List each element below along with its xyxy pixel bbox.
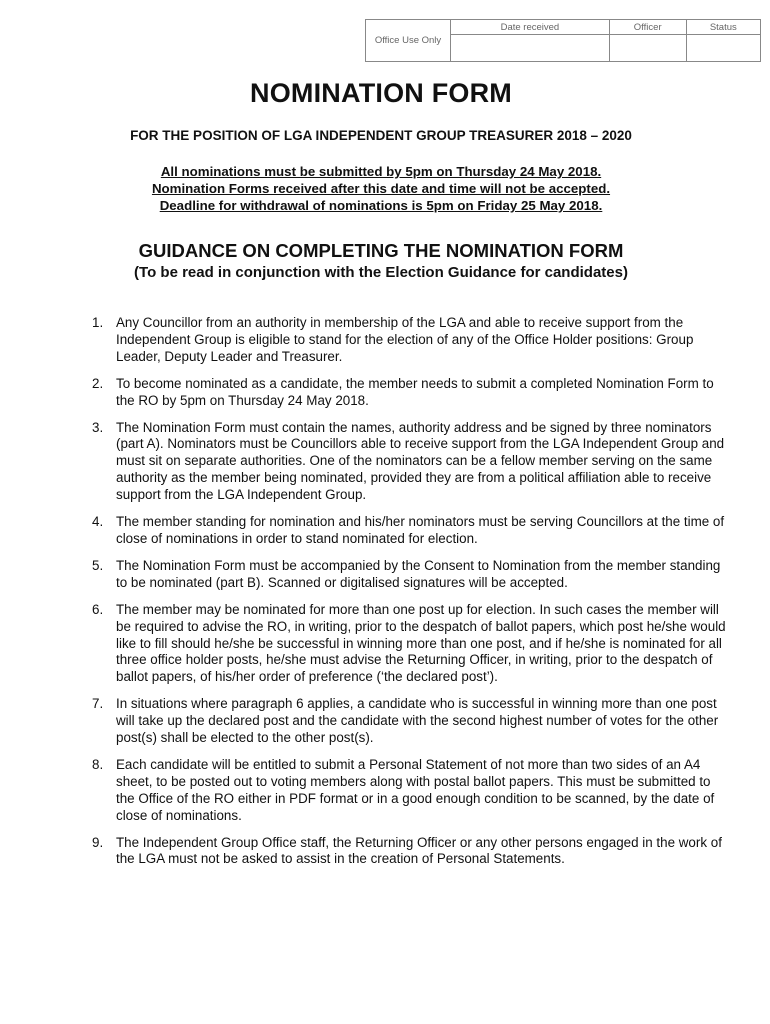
item-text: The Nomination Form must contain the names, authority address and be signed by three nominators (part A). Nominators must be Councillors able to receive support from the LGA Independent Group and must sit on separate authorities. One of the nominators can be a fellow member serving on the same authority as the member being nominated, provided they are from a political affiliation able to receive support from the LGA Independent Group. [116, 419, 725, 503]
deadline-line: Deadline for withdrawal of nominations is 5pm on Friday 25 May 2018. [159, 198, 603, 213]
officer-header: Officer [609, 20, 686, 35]
list-item [80, 835, 732, 869]
list-item [80, 315, 732, 366]
item-number: 8. [92, 756, 104, 772]
guidance-list [80, 315, 732, 878]
item-number: 7. [92, 696, 104, 712]
item-text: In situations where paragraph 6 applies, a candidate who is successful in winning more than one post will take up the declared post and the candidate with the second highest number of votes for the other post(s) shall be elected to the other post(s). [116, 696, 719, 746]
deadline-line: All nominations must be submitted by 5pm on Thursday 24 May 2018. [160, 164, 602, 179]
item-number: 9. [92, 834, 104, 850]
guidance-subheading: (To be read in conjunction with the Election Guidance for candidates) [134, 264, 628, 281]
item-number: 6. [92, 601, 104, 617]
officer-cell [609, 35, 686, 62]
list-item [80, 376, 732, 410]
page-title: NOMINATION FORM [250, 78, 512, 108]
status-header: Status [686, 20, 760, 35]
list-item [80, 514, 732, 548]
item-number: 4. [92, 514, 104, 530]
item-number: 5. [92, 557, 104, 573]
list-item [80, 602, 732, 687]
item-text: Any Councillor from an authority in membership of the LGA and able to receive support from the Independent Group is eligible to stand for the election of any of the Office Holder positions: Group Leader, Deputy Leader and Treasurer. [116, 315, 694, 364]
date-received-header: Date received [451, 20, 610, 35]
item-text: The Nomination Form must be accompanied by the Consent to Nomination from the member standing to be nominated (part B). Scanned or digitalised signatures will be accepted. [116, 557, 721, 590]
office-use-table [365, 19, 761, 62]
position-subtitle: FOR THE POSITION OF LGA INDEPENDENT GROUP TREASURER 2018 – 2020 [130, 128, 632, 143]
list-item [80, 420, 732, 505]
deadline-notice [0, 163, 762, 214]
item-number: 3. [92, 419, 104, 435]
date-received-cell [451, 35, 610, 62]
item-text: Each candidate will be entitled to submit a Personal Statement of not more than two sides of an A4 sheet, to be posted out to voting members along with postal ballot papers. This must be submitted to the Office of the RO either in PDF format or in a good enough condition to be scanned, by the date of close of nominations. [116, 756, 715, 823]
deadline-line: Nomination Forms received after this date and time will not be accepted. [151, 181, 611, 196]
office-use-label: Office Use Only [366, 20, 451, 62]
item-text: The member standing for nomination and his/her nominators must be serving Councillors at the time of close of nominations in order to stand nominated for election. [116, 514, 725, 546]
guidance-heading: GUIDANCE ON COMPLETING THE NOMINATION FORM [138, 240, 624, 261]
item-text: To become nominated as a candidate, the member needs to submit a completed Nomination Form to the RO by 5pm on Thursday 24 May 2018. [116, 375, 714, 408]
item-text: The Independent Group Office staff, the Returning Officer or any other persons engaged in the work of the LGA must not be asked to assist in the creation of Personal Statements. [116, 834, 722, 867]
item-text: The member may be nominated for more than one post up for election. In such cases the member will be required to advise the RO, in writing, prior to the despatch of ballot papers, which post he/she would like to fill should he/she be successful in winning more than one post, and if he/she is nominated for all three office holder posts, he/she must advise the Returning Officer, in writing, prior to the despatch of ballot papers, of his/her order of preference (‘the declared post’). [116, 601, 726, 685]
list-item [80, 558, 732, 592]
item-number: 1. [92, 315, 104, 330]
list-item [80, 696, 732, 747]
status-cell [686, 35, 760, 62]
list-item [80, 757, 732, 825]
item-number: 2. [92, 375, 104, 391]
